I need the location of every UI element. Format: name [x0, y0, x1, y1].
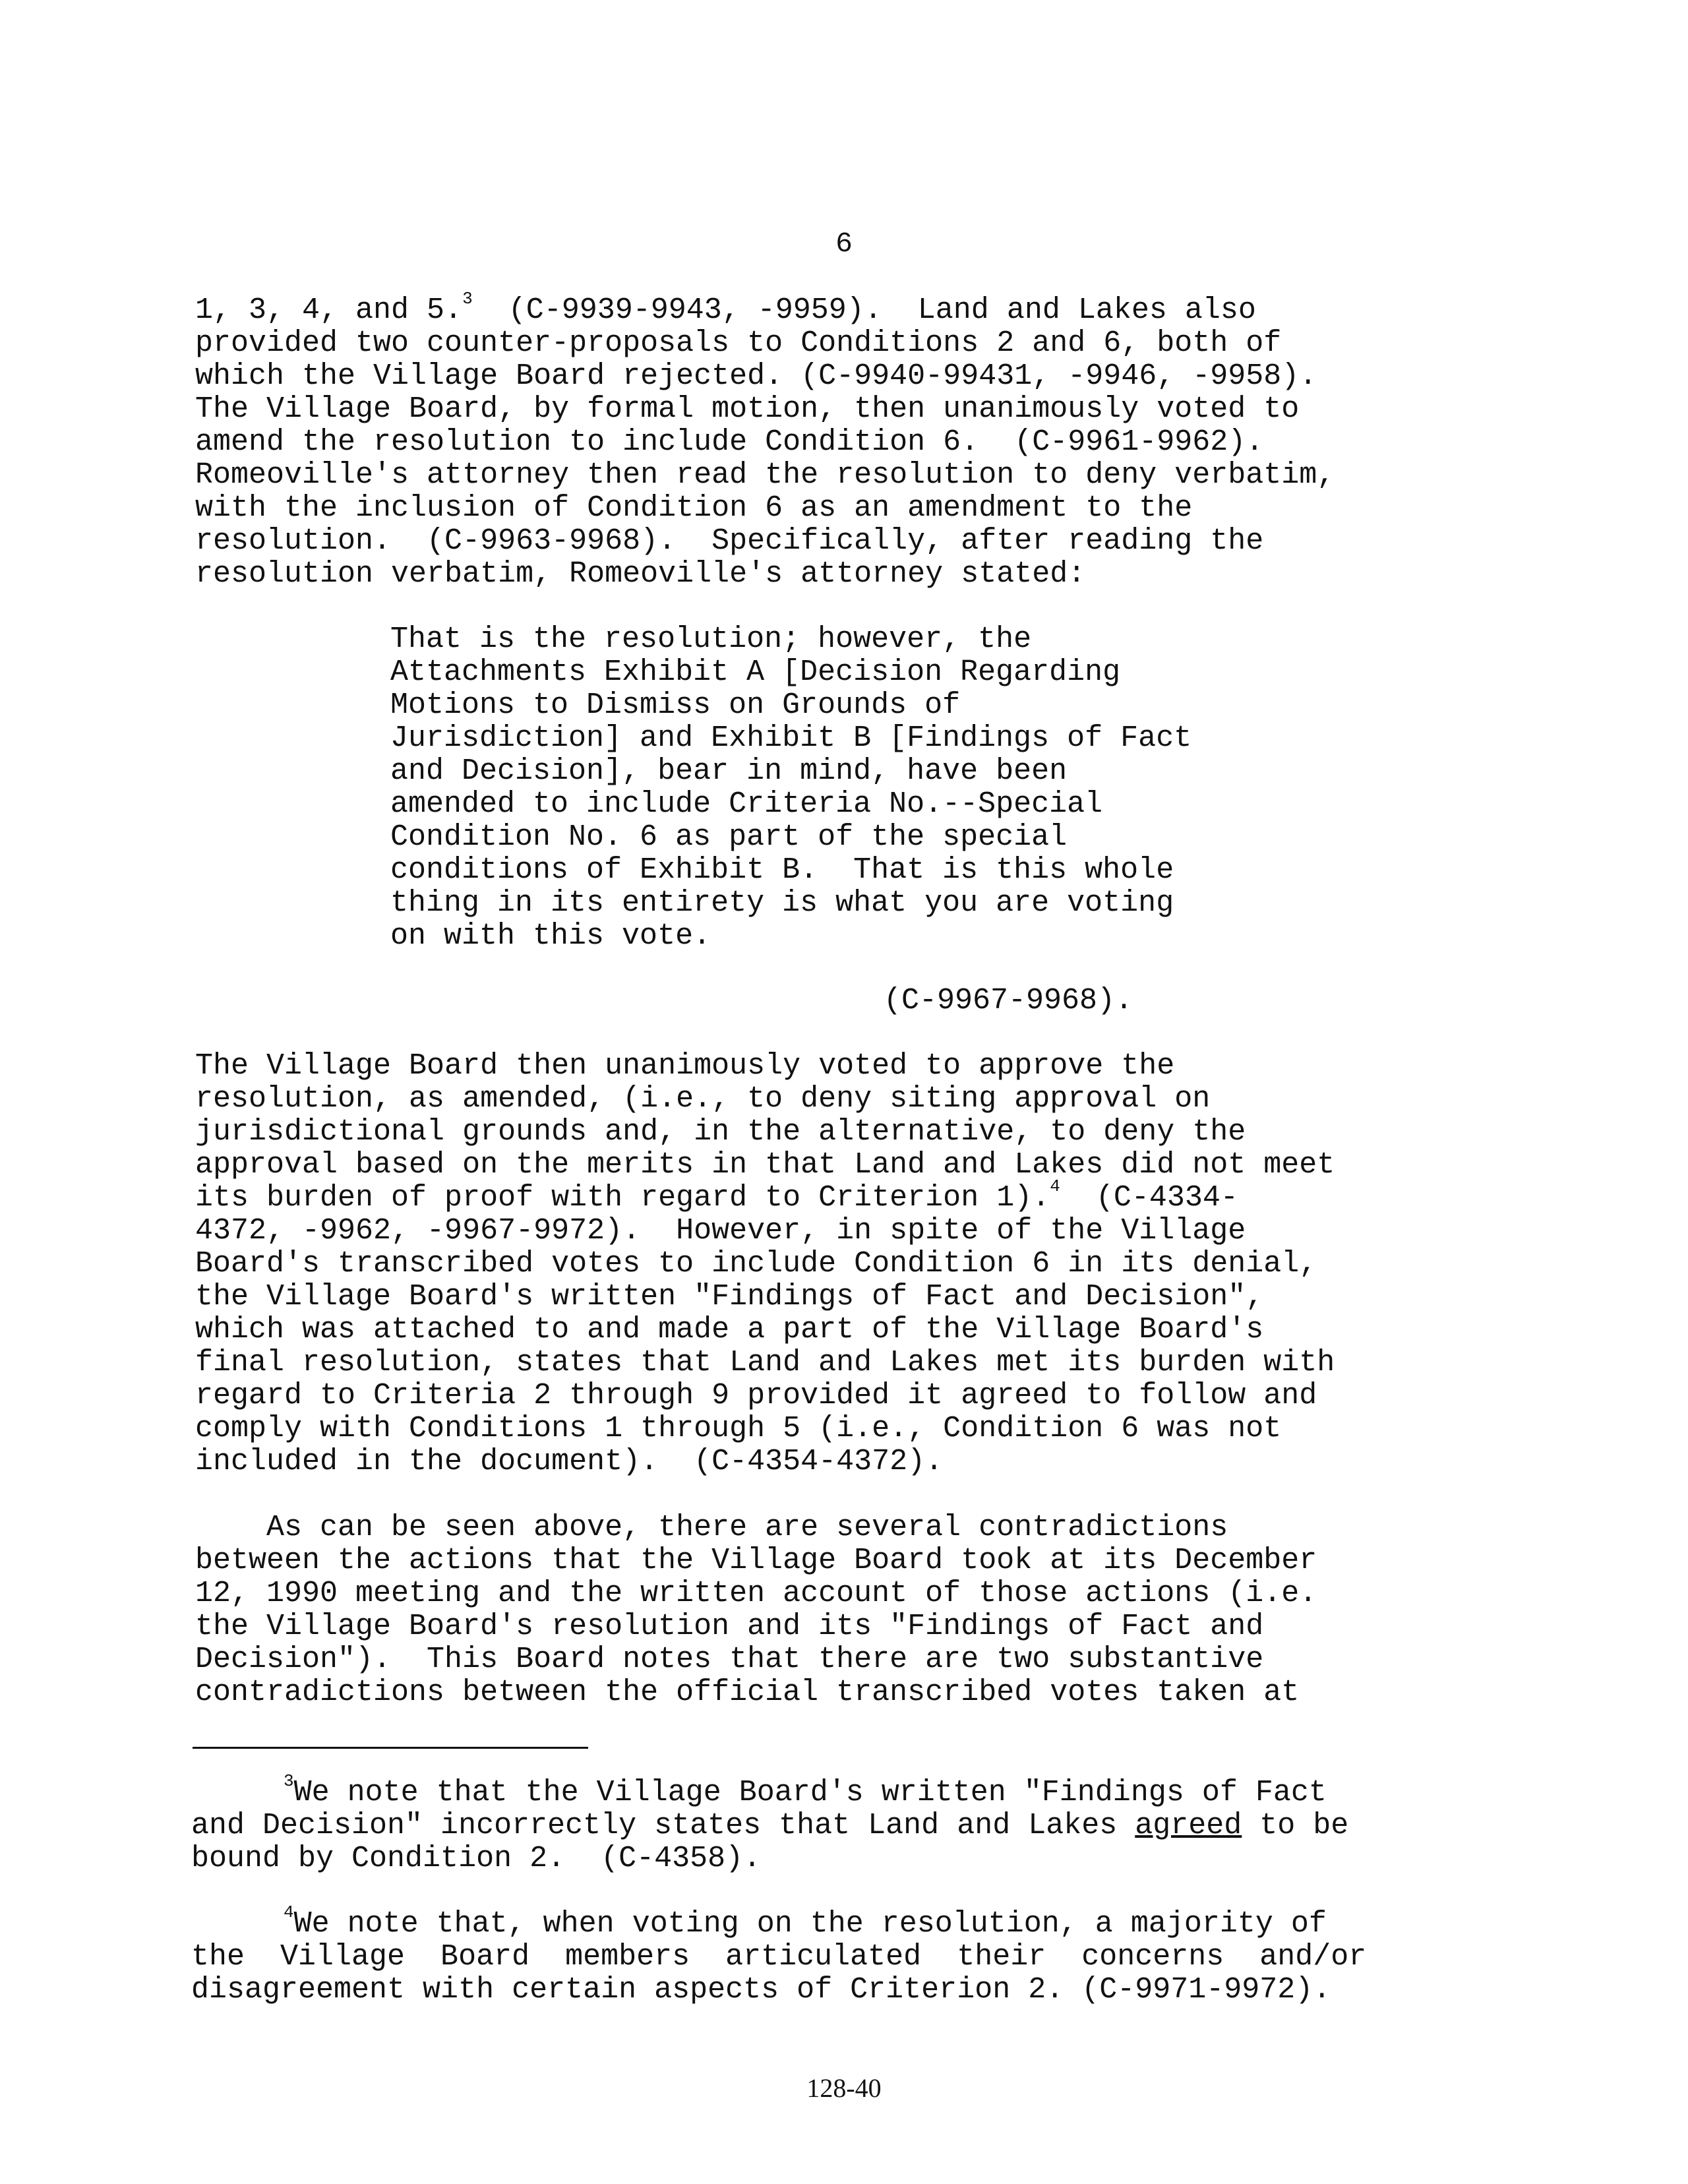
- footnote-line: We note that the Village Board's written "Findings of Fact: [293, 1776, 1327, 1809]
- text-line: amend the resolution to include Condition 6. (C-9961-9962).: [195, 425, 1264, 459]
- text-line: 1, 3, 4, and 5.: [195, 293, 463, 327]
- text-line: between the actions that the Village Board took at its December: [195, 1544, 1317, 1577]
- quote-line: Motions to Dismiss on Grounds of: [390, 688, 961, 722]
- text-line: resolution verbatim, Romeoville's attorney stated:: [195, 557, 1086, 591]
- text-line: contradictions between the official transcribed votes taken at: [195, 1676, 1300, 1709]
- footnote-ref-4[interactable]: 4: [1050, 1176, 1060, 1196]
- quote-line: conditions of Exhibit B. That is this whole: [390, 853, 1174, 887]
- footnote-ref-3[interactable]: 3: [462, 289, 473, 309]
- footnote-line: to be: [1242, 1809, 1349, 1842]
- footnote-line: disagreement with certain aspects of Criterion 2. (C-9971-9972).: [191, 1973, 1331, 2007]
- paragraph-conditions: [195, 289, 1335, 591]
- quote-line: Attachments Exhibit A [Decision Regarding: [390, 655, 1121, 689]
- quote-line: amended to include Criteria No.--Special: [390, 787, 1103, 821]
- text-line: (C-9939-9943, -9959). Land and Lakes also: [472, 293, 1256, 327]
- footnote-divider: [193, 1747, 588, 1749]
- footer-page-number: 128-40: [806, 2073, 882, 2103]
- footnote-line: We note that, when voting on the resolution, a majority of: [293, 1907, 1327, 1941]
- quote-line: Jurisdiction] and Exhibit B [Findings of Fact: [390, 721, 1192, 755]
- paragraph-contradictions: [195, 1511, 1317, 1709]
- footnote-line: bound by Condition 2. (C-4358).: [191, 1842, 762, 1875]
- footnote-marker: 4: [284, 1902, 294, 1922]
- text-line: with the inclusion of Condition 6 as an amendment to the: [195, 491, 1193, 525]
- text-line: As can be seen above, there are several contradictions: [195, 1511, 1228, 1544]
- text-line: The Village Board then unanimously voted to approve the: [195, 1049, 1175, 1083]
- quote-citation: (C-9967-9968).: [884, 984, 1133, 1017]
- footnote-marker: 3: [284, 1771, 294, 1791]
- footnote-4: [191, 1902, 1367, 2007]
- text-line: final resolution, states that Land and Lakes met its burden with: [195, 1346, 1335, 1380]
- page-number: 6: [835, 228, 853, 260]
- text-line: 4372, -9962, -9967-9972). However, in spite of the Village: [195, 1214, 1246, 1248]
- underlined-word: agreed: [1135, 1809, 1242, 1842]
- text-line: resolution, as amended, (i.e., to deny siting approval on: [195, 1082, 1211, 1116]
- quote-line: Condition No. 6 as part of the special: [390, 820, 1068, 854]
- text-line: Decision"). This Board notes that there are two substantive: [195, 1643, 1264, 1676]
- quote-line: That is the resolution; however, the: [390, 622, 1032, 656]
- footnote-3: [191, 1771, 1349, 1875]
- text-line: included in the document). (C-4354-4372).: [195, 1445, 944, 1478]
- text-line: The Village Board, by formal motion, then unanimously voted to: [195, 392, 1300, 426]
- text-line: provided two counter-proposals to Conditions 2 and 6, both of: [195, 326, 1282, 360]
- paragraph-vote: [195, 1050, 1335, 1478]
- text-line: regard to Criteria 2 through 9 provided it agreed to follow and: [195, 1379, 1317, 1412]
- text-line: the Village Board's written "Findings of Fact and Decision",: [195, 1280, 1264, 1314]
- text-line: resolution. (C-9963-9968). Specifically, after reading the: [195, 524, 1264, 558]
- text-line: its burden of proof with regard to Criterion 1).: [195, 1181, 1050, 1215]
- footnote-line: the Village Board members articulated their concerns and/or: [191, 1940, 1367, 1974]
- text-line: 12, 1990 meeting and the written account of those actions (i.e.: [195, 1577, 1317, 1610]
- text-line: (C-4334-: [1060, 1181, 1238, 1215]
- quote-line: thing in its entirety is what you are voting: [390, 886, 1174, 920]
- text-line: which the Village Board rejected. (C-9940-99431, -9946, -9958).: [195, 359, 1317, 393]
- quote-line: and Decision], bear in mind, have been: [390, 754, 1068, 788]
- text-line: approval based on the merits in that Land and Lakes did not meet: [195, 1148, 1335, 1182]
- text-line: the Village Board's resolution and its "Findings of Fact and: [195, 1610, 1264, 1643]
- text-line: Board's transcribed votes to include Condition 6 in its denial,: [195, 1247, 1317, 1281]
- text-line: jurisdictional grounds and, in the alternative, to deny the: [195, 1115, 1246, 1149]
- text-line: Romeoville's attorney then read the resolution to deny verbatim,: [195, 458, 1335, 492]
- quote-line: on with this vote.: [390, 919, 711, 953]
- text-line: comply with Conditions 1 through 5 (i.e., Condition 6 was not: [195, 1412, 1282, 1445]
- footnote-line: and Decision" incorrectly states that Land and Lakes: [191, 1809, 1135, 1842]
- block-quote: [390, 623, 1191, 953]
- text-line: which was attached to and made a part of the Village Board's: [195, 1313, 1264, 1347]
